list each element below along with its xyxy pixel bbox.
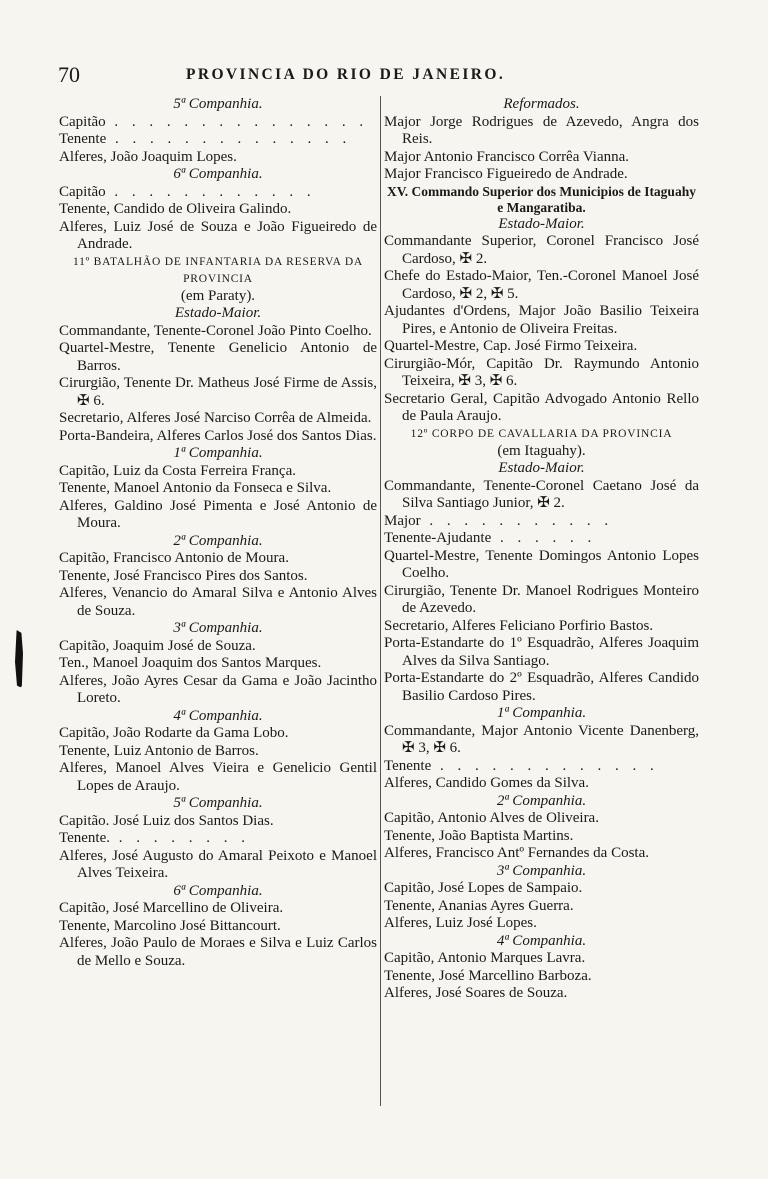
entry: Quartel-Mestre, Tenente Domingos Antonio Lopes Coelho. (384, 547, 699, 581)
entry: Alferes, João Paulo de Moraes e Silva e Luiz Carlos de Mello e Souza. (59, 935, 377, 969)
battalion-place: (em Paraty). (180, 287, 256, 304)
section-heading: 2ª Companhia. (173, 532, 263, 549)
entry: Commandante, Tenente-Coronel João Pinto Coelho. (59, 322, 372, 339)
column-divider (380, 96, 381, 1106)
leader-dots: . . . . . . . . . . . . . . . (105, 113, 369, 130)
section-heading: 1ª Companhia. (496, 705, 587, 721)
entry: Commandante, Tenente-Coronel Caetano José da Silva Santiago Junior, ✠ 2. (384, 477, 699, 511)
entry: Capitão, Francisco Antonio de Moura. (59, 550, 289, 566)
entry: Secretario, Alferes Feliciano Porfirio Bastos. (384, 617, 654, 634)
entry: Capitão, Antonio Alves de Oliveira. (384, 810, 599, 826)
entry: Alferes, Luiz José de Souza e João Figueiredo de Andrade. (59, 218, 377, 252)
entry: Alferes, José Augusto do Amaral Peixoto e Manoel Alves Teixeira. (59, 847, 377, 881)
entry: Chefe do Estado-Maior, Ten.-Coronel Manoel José Cardoso, ✠ 2, ✠ 5. (384, 268, 699, 302)
page-number: 70 (58, 62, 80, 87)
entry: Cirurgião, Tenente Dr. Manoel Rodrigues Monteiro de Azevedo. (384, 582, 699, 616)
entry: Capitão. José Luiz dos Santos Dias. (59, 812, 274, 829)
entry: Secretario Geral, Capitão Advogado Antonio Rello de Paula Araujo. (384, 390, 699, 424)
entry: Ajudantes d'Ordens, Major João Basilio Teixeira Pires, e Antonio de Oliveira Freitas. (384, 303, 699, 337)
entry: Capitão, Luiz da Costa Ferreira França. (59, 462, 296, 479)
left-column (59, 96, 377, 970)
entry: Alferes, Luiz José Lopes. (384, 915, 537, 931)
entry: Alferes, João Ayres Cesar da Gama e João Jacintho Loreto. (59, 672, 377, 706)
leader-dots: . . . . . . (491, 530, 597, 546)
entry: Capitão, Joaquim José de Souza. (59, 637, 256, 654)
section-heading: 5ª Companhia. (173, 96, 263, 112)
leader-dots: . . . . . . . . (110, 830, 251, 846)
right-column (384, 96, 699, 1003)
section-heading: 3ª Companhia. (496, 862, 587, 879)
entry: Cirurgião-Mór, Capitão Dr. Raymundo Antonio Teixeira, ✠ 3, ✠ 6. (384, 355, 699, 389)
page-header (55, 62, 715, 86)
entry: Capitão, José Lopes de Sampaio. (384, 880, 583, 896)
entry: Tenente, José Marcellino Barboza. (384, 967, 592, 984)
entry: Capitão, Antonio Marques Lavra. (384, 950, 586, 966)
section-heading: 5ª Companhia. (173, 795, 263, 811)
entry: Tenente, Manoel Antonio da Fonseca e Silva. (59, 480, 332, 496)
entry: Tenente, Marcolino José Bittancourt. (59, 917, 281, 934)
entry: Porta-Estandarte do 1º Esquadrão, Alferes Joaquim Alves da Silva Santiago. (384, 635, 699, 669)
entry: Commandante Superior, Coronel Francisco José Cardoso, ✠ 2. (384, 233, 699, 267)
corps-title: 12º CORPO DE CAVALLARIA DA PROVINCIA (410, 427, 673, 440)
entry: Alferes, Manoel Alves Vieira e Genelicio Gentil Lopes de Araujo. (59, 760, 377, 794)
entry: Tenente . . . . . . . . . . . . . . (59, 131, 352, 147)
entry: Major Jorge Rodrigues de Azevedo, Angra dos Reis. (384, 113, 699, 147)
entry: Commandante, Major Antonio Vicente Danenberg, ✠ 3, ✠ 6. (384, 722, 699, 756)
entry: Tenente, João Baptista Martins. (384, 827, 574, 844)
section-heading: Estado-Maior. (498, 215, 585, 232)
entry: Major . . . . . . . . . . . (384, 512, 614, 529)
section-heading: 6ª Companhia. (173, 166, 263, 182)
entry: Tenente, José Francisco Pires dos Santos. (59, 567, 308, 584)
entry: Capitão . . . . . . . . . . . . (59, 183, 316, 200)
entry: Tenente. . . . . . . . . (59, 830, 251, 846)
entry: Tenente, Candido de Oliveira Galindo. (59, 201, 292, 217)
entry: Alferes, Venancio do Amaral Silva e Antonio Alves de Souza. (59, 585, 377, 619)
leader-dots: . . . . . . . . . . . . (105, 183, 316, 200)
entry: Tenente-Ajudante . . . . . . (384, 530, 597, 546)
entry: Cirurgião, Tenente Dr. Matheus José Firme de Assis, ✠ 6. (59, 375, 377, 409)
section-heading: 2ª Companhia. (496, 792, 587, 809)
entry: Major Francisco Figueiredo de Andrade. (384, 166, 628, 182)
section-heading: Reformados. (503, 96, 580, 112)
entry: Quartel-Mestre, Tenente Genelicio Antonio de Barros. (59, 340, 377, 374)
leader-dots: . . . . . . . . . . . . . (431, 757, 659, 774)
leader-dots: . . . . . . . . . . . (420, 512, 614, 529)
entry: Ten., Manoel Joaquim dos Santos Marques. (59, 655, 322, 671)
entry: Tenente, Luiz Antonio de Barros. (59, 742, 259, 759)
section-heading: 4ª Companhia. (173, 707, 263, 724)
entry: Alferes, Francisco Antº Fernandes da Costa. (384, 845, 650, 861)
leader-dots: . . . . . . . . . . . . . . (106, 131, 352, 147)
section-heading: 1ª Companhia. (173, 445, 263, 461)
section-heading: 3ª Companhia. (173, 620, 263, 636)
entry: Alferes, Candido Gomes da Silva. (384, 775, 589, 791)
entry: Alferes, José Soares de Souza. (384, 985, 568, 1001)
margin-ink-mark (15, 630, 23, 688)
entry: Alferes, Galdino José Pimenta e José Antonio de Moura. (59, 497, 377, 531)
section-heading: Estado-Maior. (498, 460, 585, 476)
entry: Porta-Estandarte do 2º Esquadrão, Alferes Candido Basilio Cardoso Pires. (384, 670, 699, 704)
entry: Secretario, Alferes José Narciso Corrêa de Almeida. (59, 410, 372, 426)
entry: Capitão, João Rodarte da Gama Lobo. (59, 725, 289, 741)
entry: Capitão . . . . . . . . . . . . . . . (59, 113, 369, 130)
entry: Tenente, Ananias Ayres Guerra. (384, 897, 574, 914)
entry: Porta-Bandeira, Alferes Carlos José dos Santos Dias. (59, 427, 377, 444)
corps-place: (em Itaguahy). (497, 442, 586, 459)
section-heading: 6ª Companhia. (173, 882, 263, 899)
running-title: PROVINCIA DO RIO DE JANEIRO. (186, 66, 506, 83)
command-title: XV. Commando Superior dos Municipios de Itaguahy e Mangaratiba. (387, 183, 696, 215)
entry: Major Antonio Francisco Corrêa Vianna. (384, 148, 630, 165)
entry: Capitão, José Marcellino de Oliveira. (59, 900, 284, 916)
section-heading: 4ª Companhia. (496, 932, 587, 949)
battalion-title: 11º BATALHÃO DE INFANTARIA DA RESERVA DA PROVINCIA (72, 255, 364, 285)
section-heading: Estado-Maior. (174, 305, 262, 321)
entry: Tenente . . . . . . . . . . . . . (384, 757, 659, 774)
entry: Quartel-Mestre, Cap. José Firmo Teixeira. (384, 338, 638, 354)
entry: Alferes, João Joaquim Lopes. (59, 148, 237, 165)
